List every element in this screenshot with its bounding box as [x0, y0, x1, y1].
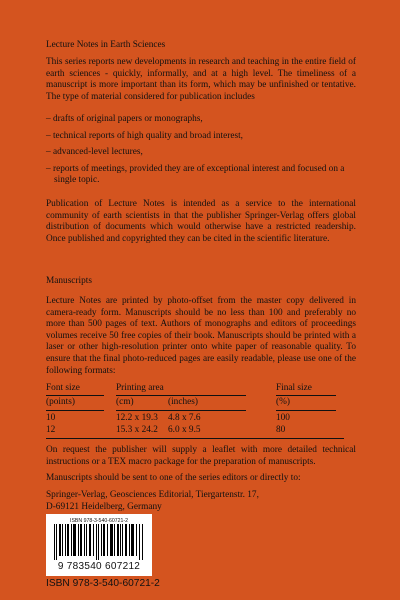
table-row [46, 425, 344, 437]
cell-font-size: 10 [46, 413, 56, 423]
divider [116, 410, 246, 411]
header-printing-area: Printing area [116, 383, 164, 393]
list-item: – reports of meetings, provided they are of exceptional interest and focused on a single topic. [46, 163, 345, 186]
divider [46, 438, 344, 439]
list-item: – technical reports of high quality and broad interest, [46, 130, 243, 141]
leaflet-paragraph: On request the publisher will supply a leaflet with more detailed technical instructions or a TEX macro package for the preparation of manuscripts. [46, 445, 356, 467]
table-header-row [46, 383, 344, 395]
barcode-bars-icon [54, 524, 144, 560]
publication-paragraph: Publication of Lecture Notes is intended as a service to the international community of earth scientists in that the publisher Springer-Verlag offers global distribution of documents which would otherwise have a restricted readership. Once published and copyrighted they can be cited in the scientific literature. [46, 199, 356, 244]
isbn-barcode [46, 514, 152, 576]
format-table [46, 383, 344, 437]
material-list [46, 114, 356, 187]
cell-font-size: 12 [46, 425, 56, 435]
table-row [46, 413, 344, 425]
divider [46, 395, 104, 396]
subheader-percent: (%) [276, 397, 290, 407]
address-line: Springer-Verlag, Geosciences Editorial, Tiergartenstr. 17, [46, 490, 259, 500]
cell-final-size: 80 [276, 425, 286, 435]
intro-paragraph: This series reports new developments in research and teaching in the entire field of earth sciences - quickly, informally, and at a high level. The timeliness of a manuscript is more important than its form, which may be unfinished or tentative. The type of material considered for publication includes [46, 57, 356, 102]
list-item: – advanced-level lectures, [46, 147, 143, 158]
divider [276, 395, 336, 396]
cell-cm: 12.2 x 19.3 [116, 413, 158, 423]
subheader-inches: (inches) [168, 397, 198, 407]
barcode-number: 9 783540 607212 [57, 561, 141, 572]
series-title: Lecture Notes in Earth Sciences [46, 40, 166, 50]
address-line: D-69121 Heidelberg, Germany [46, 501, 162, 512]
list-item: – drafts of original papers or monographs, [46, 114, 203, 124]
subheader-cm: (cm) [116, 397, 134, 407]
header-font-size: Font size [46, 383, 80, 393]
manuscripts-paragraph: Lecture Notes are printed by photo-offset from the master copy delivered in camera-ready form. Manuscripts should be no less than 100 and preferably no more than 500 pages of text. Authors of monographs and editors of proceedings volumes receive 50 free copies of their book. Manuscripts should be printed with a laser or other high-resolution printer onto white paper of reasonable quality. To ensure that the final photo-reduced pages are easily readable, please use one of the following formats: [46, 296, 356, 376]
cell-inches: 4.8 x 7.6 [168, 413, 201, 423]
divider [276, 410, 336, 411]
cell-cm: 15.3 x 24.2 [116, 425, 158, 435]
header-final-size: Final size [276, 383, 312, 393]
send-paragraph: Manuscripts should be sent to one of the series editors or directly to: [46, 473, 301, 483]
barcode-isbn-label: ISBN 978-3-540-60721-2 [70, 518, 128, 524]
publisher-address [46, 490, 259, 513]
isbn-text: ISBN 978-3-540-60721-2 [46, 578, 160, 589]
cell-inches: 6.0 x 9.5 [168, 425, 201, 435]
cell-final-size: 100 [276, 413, 290, 423]
table-subheader-row [46, 397, 344, 409]
divider [116, 395, 246, 396]
divider [46, 410, 104, 411]
manuscripts-heading: Manuscripts [46, 276, 92, 286]
subheader-points: (points) [46, 397, 75, 407]
